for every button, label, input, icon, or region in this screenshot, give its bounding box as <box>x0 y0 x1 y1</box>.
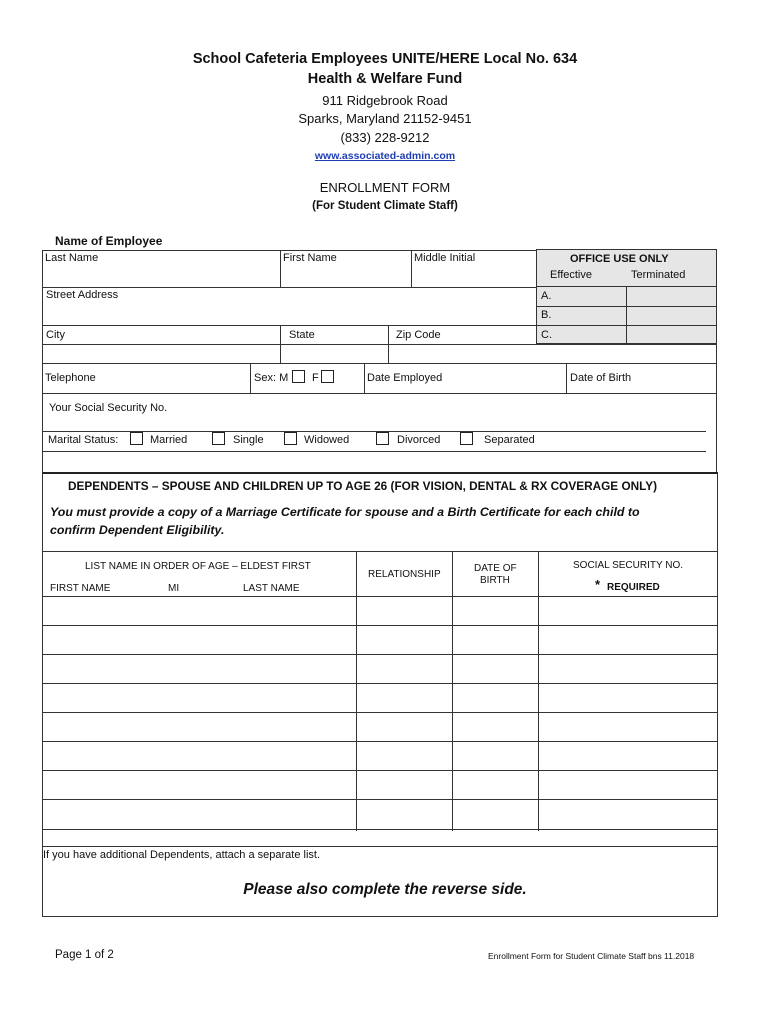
form-title: ENROLLMENT FORM <box>319 180 451 195</box>
date-of-birth-field[interactable]: Date of Birth <box>570 372 632 384</box>
website-link-wrap <box>0 150 770 162</box>
divorced-label: Divorced <box>397 434 441 446</box>
col-ssn-header: SOCIAL SECURITY NO. <box>573 560 684 571</box>
form-identifier: Enrollment Form for Student Climate Staff bns 11.2018 <box>488 951 695 961</box>
col-last-name-header: LAST NAME <box>243 583 300 594</box>
first-name-field[interactable]: First Name <box>283 252 337 264</box>
address-line2: Sparks, Maryland 21152-9451 <box>298 111 472 126</box>
widowed-label: Widowed <box>304 434 350 446</box>
col-ssn-required: REQUIRED <box>607 582 660 593</box>
dependents-heading: DEPENDENTS – SPOUSE AND CHILDREN UP TO AGE 26 (FOR VISION, DENTAL & RX COVERAGE ONLY) <box>68 479 658 493</box>
middle-initial-field[interactable]: Middle Initial <box>414 252 476 264</box>
page-number: Page 1 of 2 <box>55 949 114 961</box>
col-dob-header-line1: DATE OF <box>474 563 517 574</box>
fund-subtitle: Health & Welfare Fund <box>307 71 463 87</box>
office-terminated-label: Terminated <box>631 269 686 281</box>
dependents-table <box>42 551 718 831</box>
zip-code-field[interactable]: Zip Code <box>396 329 441 341</box>
telephone-field[interactable]: Telephone <box>45 372 96 384</box>
required-star: * <box>595 577 601 592</box>
dependents-notice-line1: You must provide a copy of a Marriage Certificate for spouse and a Birth Certificate for each child to <box>50 505 640 519</box>
office-row-b: B. <box>541 309 552 321</box>
sex-f-checkbox[interactable] <box>321 370 334 383</box>
name-of-employee-label: Name of Employee <box>55 234 163 248</box>
marital-status-label: Marital Status: <box>48 434 119 446</box>
col-dob-header-line2: BIRTH <box>480 575 510 586</box>
date-employed-field[interactable]: Date Employed <box>367 372 443 384</box>
single-checkbox[interactable] <box>212 432 225 445</box>
married-checkbox[interactable] <box>130 432 143 445</box>
separated-checkbox[interactable] <box>460 432 473 445</box>
dependents-notice-line2: confirm Dependent Eligibility. <box>50 523 225 537</box>
widowed-checkbox[interactable] <box>284 432 297 445</box>
office-row-c: C. <box>541 329 552 341</box>
phone-number: (833) 228-9212 <box>340 130 430 145</box>
form-subtitle: (For Student Climate Staff) <box>312 200 458 212</box>
street-address-field[interactable]: Street Address <box>46 289 119 301</box>
additional-dependents-note: If you have additional Dependents, attach a separate list. <box>43 849 321 861</box>
reverse-side-note: Please also complete the reverse side. <box>243 881 527 898</box>
last-name-field[interactable]: Last Name <box>45 252 99 264</box>
col-first-name-header: FIRST NAME <box>50 583 111 594</box>
fund-title: School Cafeteria Employees UNITE/HERE Local No. 634 <box>192 51 578 67</box>
separated-label: Separated <box>484 434 535 446</box>
divorced-checkbox[interactable] <box>376 432 389 445</box>
col-mi-header: MI <box>168 583 180 594</box>
married-label: Married <box>150 434 188 446</box>
sex-f-label: F <box>312 372 319 384</box>
address-line1: 911 Ridgebrook Road <box>322 93 448 108</box>
ssn-field[interactable]: Your Social Security No. <box>49 402 168 414</box>
office-effective-label: Effective <box>550 269 592 281</box>
sex-label: Sex: M <box>254 372 289 384</box>
office-use-title: OFFICE USE ONLY <box>570 253 669 265</box>
single-label: Single <box>233 434 264 446</box>
col-list-name-header: LIST NAME IN ORDER OF AGE – ELDEST FIRST <box>85 561 311 572</box>
state-field[interactable]: State <box>289 329 315 341</box>
website-link[interactable]: www.associated-admin.com <box>314 150 456 162</box>
city-field[interactable]: City <box>46 329 65 341</box>
sex-m-checkbox[interactable] <box>292 370 305 383</box>
office-row-a: A. <box>541 290 552 302</box>
col-relationship-header: RELATIONSHIP <box>368 569 441 580</box>
